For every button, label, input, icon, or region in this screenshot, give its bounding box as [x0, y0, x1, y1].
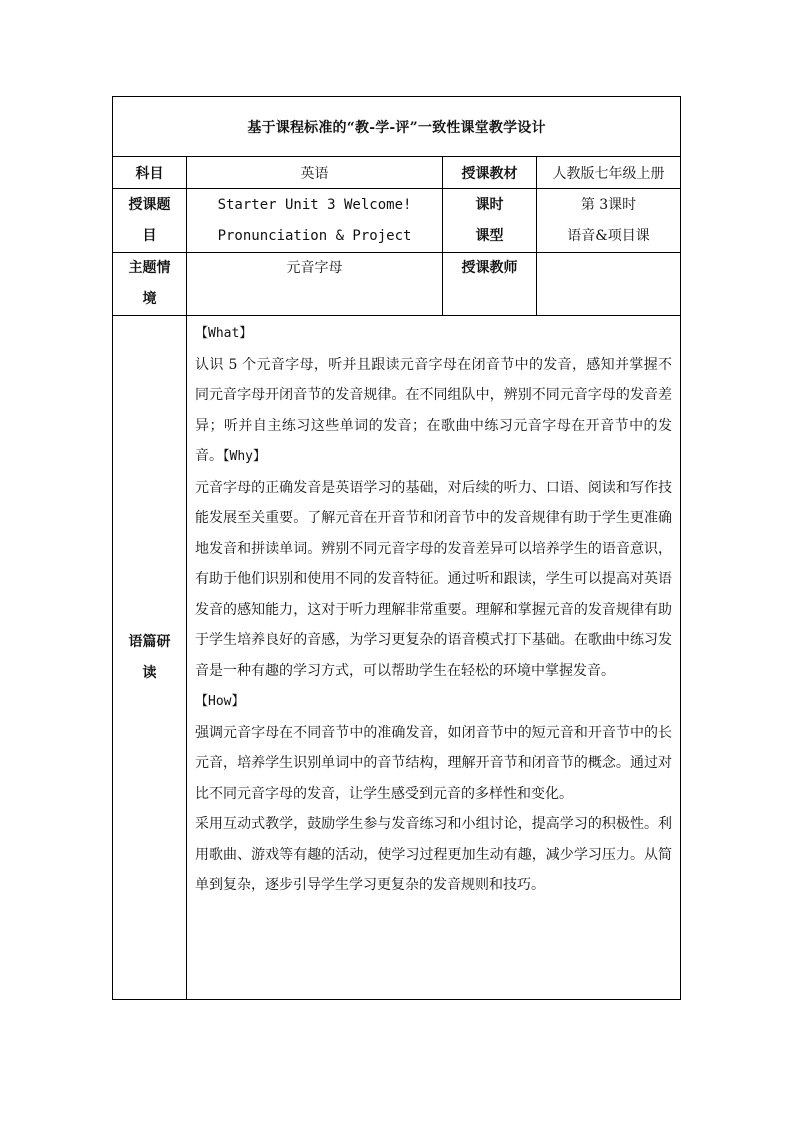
analysis-content [187, 316, 681, 1000]
textbook-value: 人教版七年级上册 [537, 157, 681, 189]
how-tag: 【How】 [195, 694, 245, 709]
topic-label-line-1: 授课题 [128, 196, 171, 213]
analysis-label [113, 316, 187, 1000]
period-label-line-2: 课型 [475, 227, 504, 244]
analysis-row [113, 316, 681, 1000]
how-paragraph-2: 采用互动式教学，鼓励学生参与发音练习和小组讨论，提高学习的积极性。利用歌曲、游戏等有趣的活动，使学习过程更加生动有趣，减少学习压力。从简单到复杂，逐步引导学生学习更复杂的发音规则和技巧。 [195, 816, 673, 893]
topic-row [113, 189, 681, 253]
analysis-label-line-2: 读 [142, 664, 157, 681]
analysis-label-line-1: 语篇研 [128, 633, 171, 650]
subject-row [113, 157, 681, 189]
what-paragraph [195, 350, 672, 473]
topic-value [187, 189, 443, 253]
teacher-value [537, 253, 681, 316]
topic-label [113, 189, 187, 253]
subject-value: 英语 [187, 157, 443, 189]
lesson-design-table [112, 96, 681, 1000]
what-text: 认识 5 个元音字母，听并且跟读元音字母在闭音节中的发音，感知并掌握不同元音字母开闭音节的发音规律。在不同组队中，辨别不同元音字母的发音差异；听并自主练习这些单词的发音；在歌曲中练习元音字母在开音节中的发音。 [195, 356, 673, 464]
theme-label [113, 253, 187, 316]
teacher-label: 授课教师 [443, 253, 537, 316]
how-paragraph-1: 强调元音字母在不同音节中的准确发音，如闭音节中的短元音和开音节中的长元音，培养学生识别单词中的音节结构，理解开音节和闭音节的概念。通过对比不同元音字母的发音，让学生感受到元音的多样性和变化。 [195, 724, 673, 802]
topic-value-line-1: Starter Unit 3 Welcome! [217, 196, 412, 213]
why-paragraph: 元音字母的正确发音是英语学习的基础，对后续的听力、口语、阅读和写作技能发展至关重要。了解元音在开音节和闭音节中的发音规律有助于学生更准确地发音和拼读单词。辨别不同元音字母的发音差异可以培养学生的语音意识，有助于他们识别和使用不同的发音特征。通过听和跟读，学生可以提高对英语发音的感知能力，这对于听力理解非常重要。理解和掌握元音的发音规律有助于学生培养良好的音感，为学习更复杂的语音模式打下基础。在歌曲中练习发音是一种有趣的学习方式，可以帮助学生在轻松的环境中掌握发音。 [195, 479, 673, 679]
period-value-line-1: 第 3课时 [580, 196, 637, 213]
period-label-line-1: 课时 [475, 196, 504, 213]
why-tag: 【Why】 [223, 449, 266, 464]
subject-label: 科目 [113, 157, 187, 189]
how-heading [195, 686, 672, 718]
theme-value: 元音字母 [187, 253, 443, 316]
theme-label-line-2: 境 [142, 291, 157, 307]
period-label [443, 189, 537, 253]
document-title: 基于课程标准的“教-学-评”一致性课堂教学设计 [113, 97, 681, 157]
theme-label-line-1: 主题情 [128, 260, 171, 276]
textbook-label: 授课教材 [443, 157, 537, 189]
what-heading [195, 318, 672, 350]
title-row [113, 97, 681, 157]
what-tag: 【What】 [195, 326, 253, 341]
period-value-line-2: 语音&项目课 [567, 227, 650, 244]
topic-value-line-2: Pronunciation & Project [217, 227, 412, 244]
period-value [537, 189, 681, 253]
topic-label-line-2: 目 [142, 227, 157, 244]
theme-row [113, 253, 681, 316]
